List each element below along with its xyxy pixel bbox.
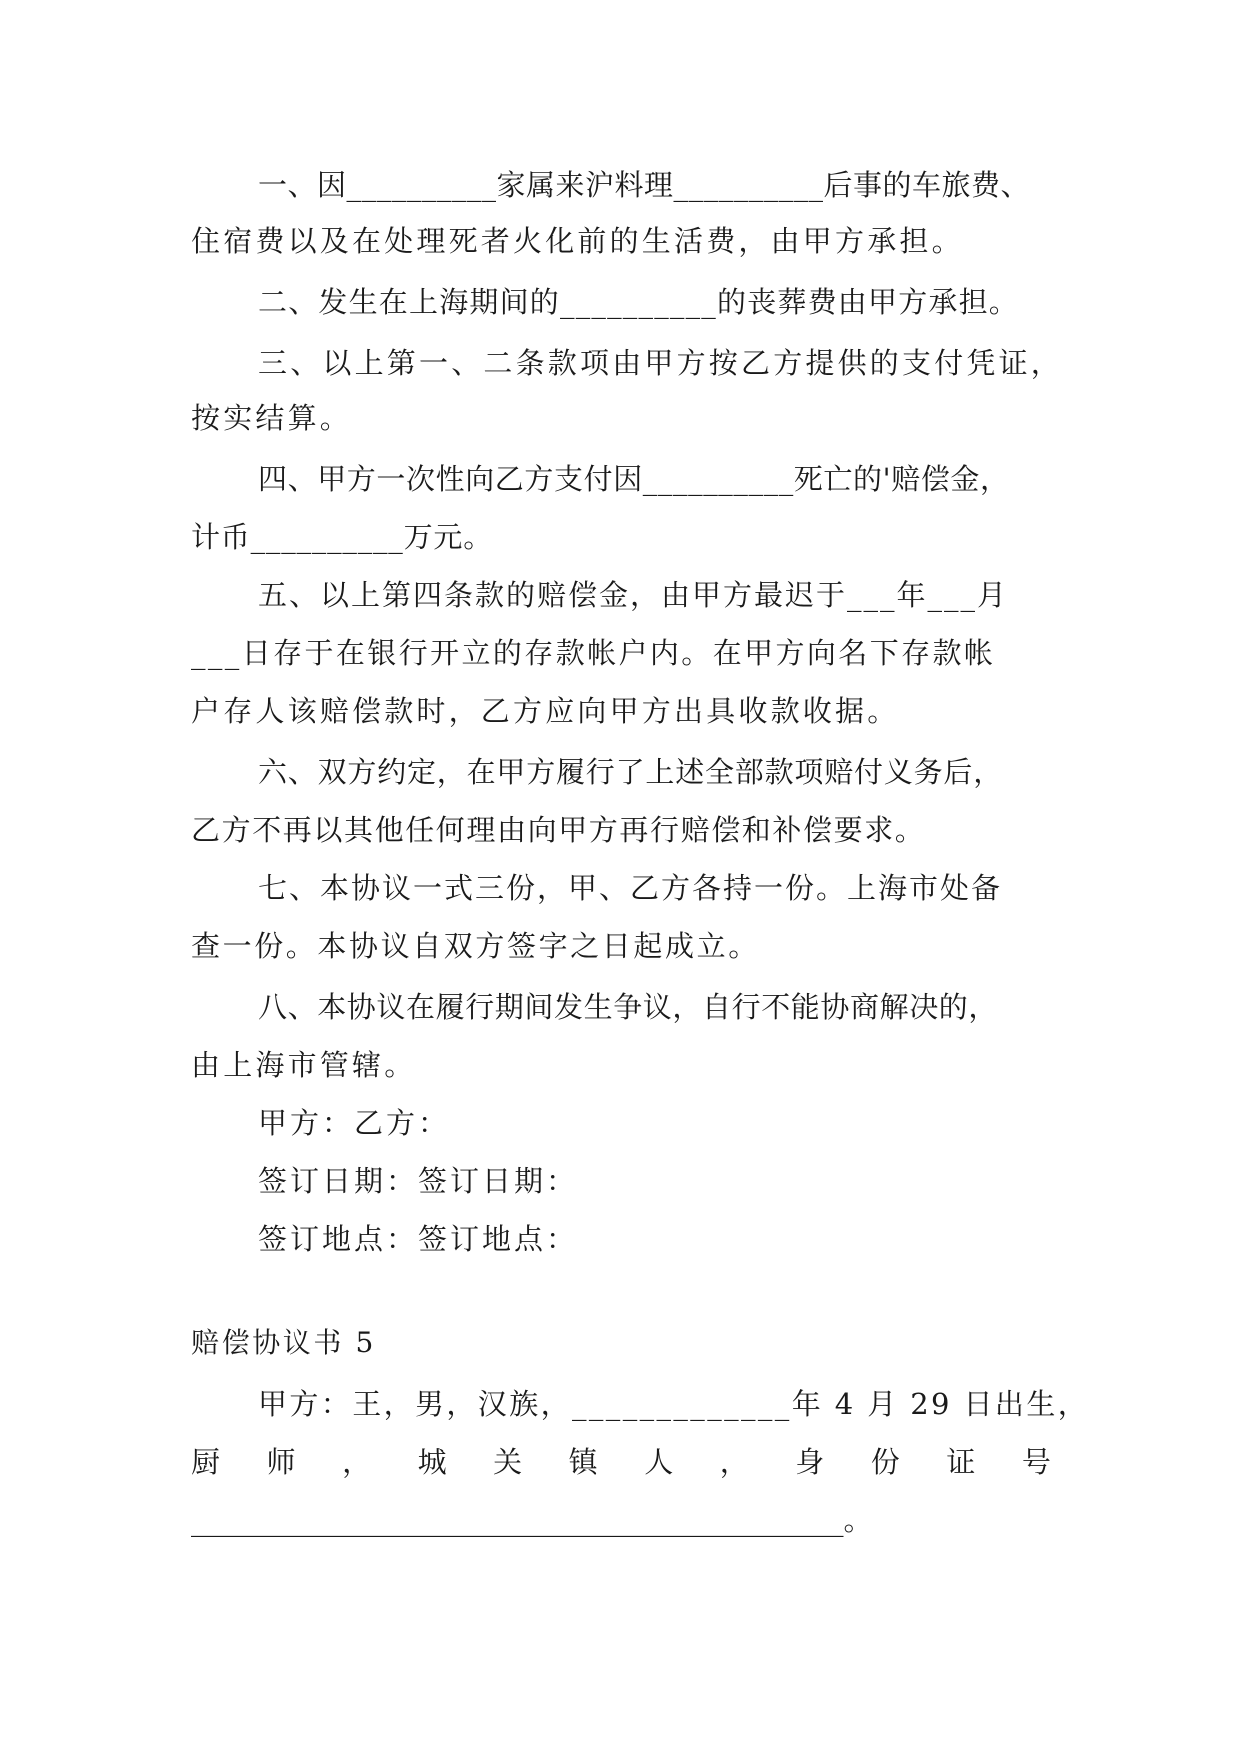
party-a-line-2 — [191, 1442, 1051, 1482]
spread-char: 人 — [644, 1445, 674, 1479]
section-title: 赔偿协议书 5 — [191, 1326, 376, 1359]
signature-parties: 甲方：乙方： — [258, 1106, 451, 1140]
clause-2: 二、发生在上海期间的__________的丧葬费由甲方承担。 — [258, 285, 1020, 319]
spread-char: 城 — [417, 1445, 447, 1479]
spread-char: 师 — [266, 1445, 296, 1479]
signature-dates: 签订日期：签订日期： — [258, 1164, 579, 1198]
clause-1-line-1: 一、因__________家属来沪料理__________后事的车旅费、 — [258, 168, 1031, 202]
spread-char: 号 — [1021, 1445, 1051, 1479]
clause-1-line-2: 住宿费以及在处理死者火化前的生活费，由甲方承担。 — [191, 224, 964, 258]
spread-char: 份 — [870, 1445, 900, 1479]
clause-6-line-1: 六、双方约定，在甲方履行了上述全部款项赔付义务后， — [258, 755, 1004, 789]
signature-places: 签订地点：签订地点： — [258, 1222, 579, 1256]
spread-char: ， — [719, 1445, 749, 1479]
id-number-blank: _____________________________________________。 — [191, 1503, 873, 1537]
clause-8-line-1: 八、本协议在履行期间发生争议，自行不能协商解决的， — [258, 990, 999, 1024]
spread-char: ， — [342, 1445, 372, 1479]
spread-char: 证 — [946, 1445, 976, 1479]
clause-3-line-2: 按实结算。 — [191, 401, 353, 435]
spread-char: 身 — [795, 1445, 825, 1479]
spread-char: 镇 — [568, 1445, 598, 1479]
clause-5-line-1: 五、以上第四条款的赔偿金，由甲方最迟于___年___月 — [258, 578, 1009, 612]
clause-5-line-2: ___日存于在银行开立的存款帐户内。在甲方向名下存款帐 — [191, 636, 996, 670]
spread-char: 关 — [493, 1445, 523, 1479]
clause-7-line-1: 七、本协议一式三份，甲、乙方各持一份。上海市处备 — [258, 871, 1003, 905]
clause-8-line-2: 由上海市管辖。 — [191, 1048, 417, 1082]
clause-4-line-1: 四、甲方一次性向乙方支付因__________死亡的'赔偿金， — [258, 462, 1010, 496]
spread-char: 厨 — [191, 1445, 221, 1479]
party-a-line-1: 甲方：王，男，汉族，_____________年 4 月 29 日出生， — [258, 1387, 1090, 1421]
clause-3-line-1: 三、以上第一、二条款项由甲方按乙方提供的支付凭证， — [258, 346, 1064, 380]
clause-5-line-3: 户存人该赔偿款时，乙方应向甲方出具收款收据。 — [191, 694, 900, 728]
clause-7-line-2: 查一份。本协议自双方签字之日起成立。 — [191, 929, 760, 963]
clause-4-line-2: 计币__________万元。 — [191, 520, 494, 554]
clause-6-line-2: 乙方不再以其他任何理由向甲方再行赔偿和补偿要求。 — [191, 813, 926, 847]
